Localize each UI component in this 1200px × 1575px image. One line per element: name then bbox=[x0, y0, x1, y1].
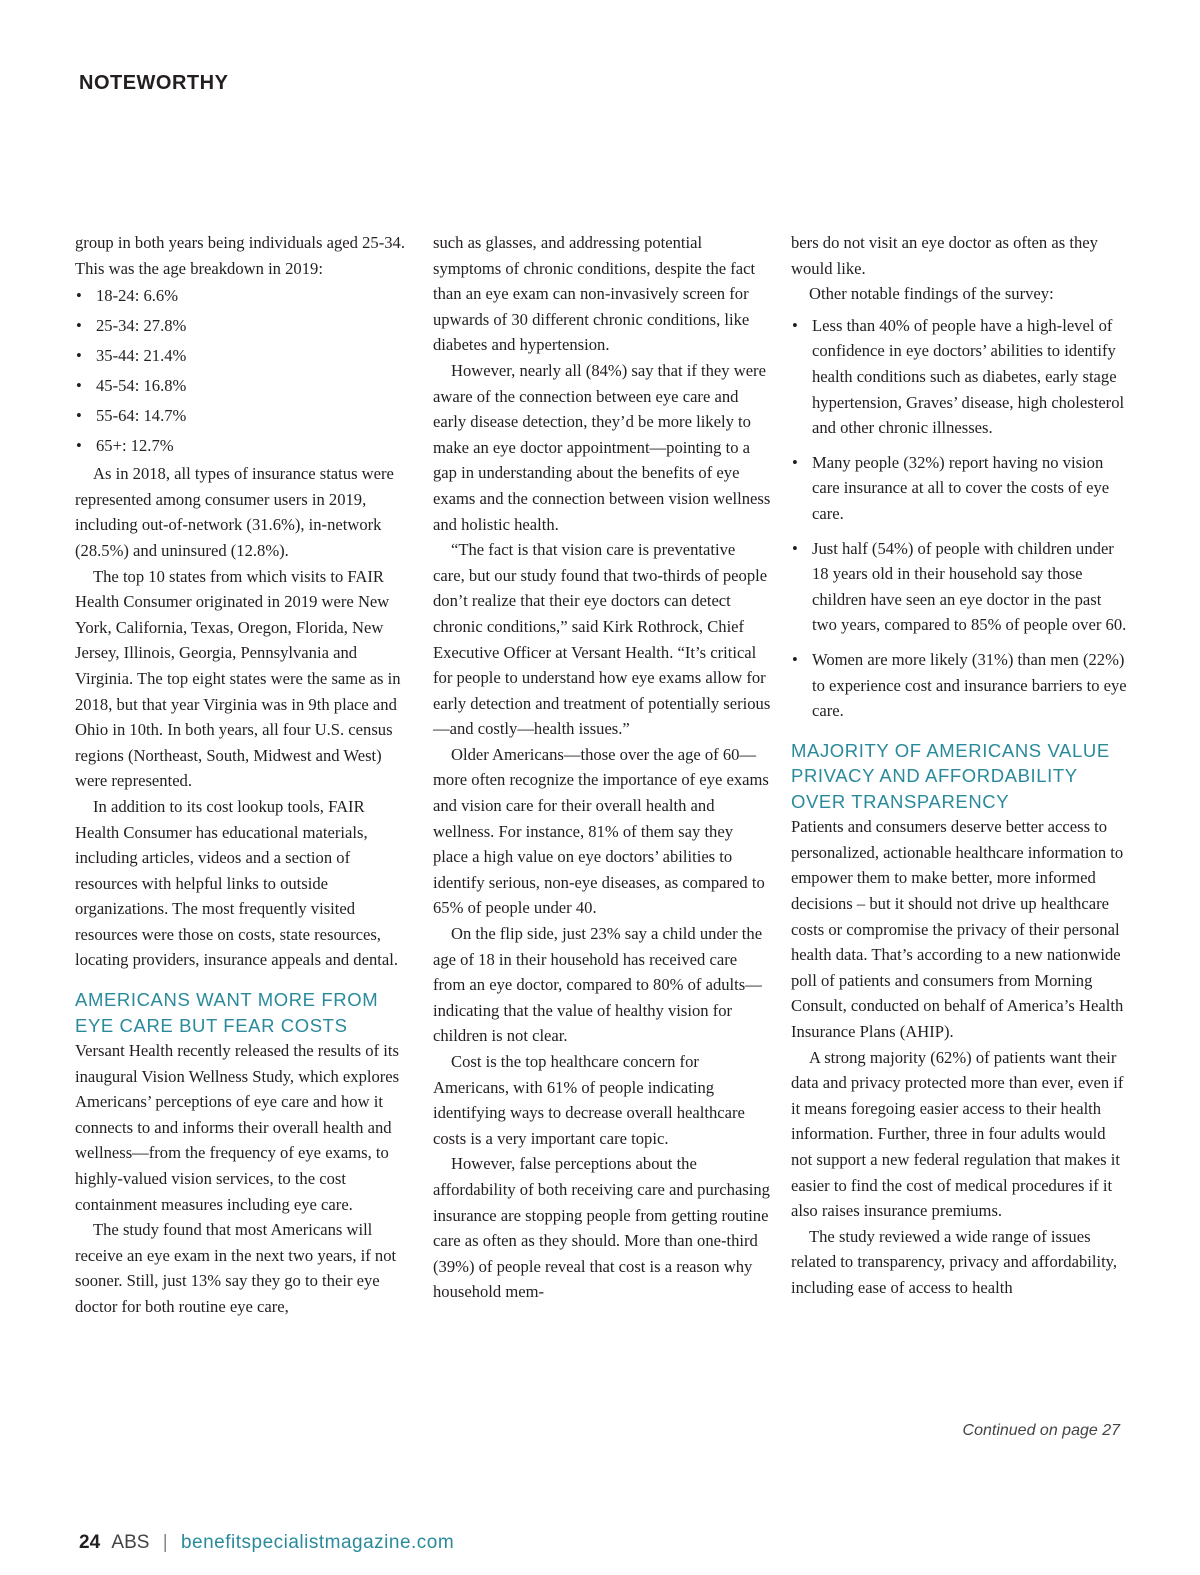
paragraph: As in 2018, all types of insurance status were represented among consumer users in 2019, including out-of-network (31.6%), in-network (28.5%) and uninsured (12.8%). bbox=[75, 464, 394, 560]
paragraph: Cost is the top healthcare concern for Americans, with 61% of people indicating identifying ways to decrease overall healthcare costs is a very important care topic. bbox=[433, 1052, 745, 1148]
bullet-icon: • bbox=[76, 346, 82, 366]
bullet-icon: • bbox=[76, 286, 82, 306]
bullet-icon: • bbox=[76, 406, 82, 426]
list-item: • Women are more likely (31%) than men (22%) to experience cost and insurance barriers to eye care. bbox=[791, 647, 1129, 724]
paragraph: However, false perceptions about the affordability of both receiving care and purchasing insurance are stopping people from getting routine care as often as they should. More than one-third (39%) of people reveal that cost is a reason why household mem- bbox=[433, 1154, 770, 1302]
bullet-icon: • bbox=[792, 538, 798, 558]
bullet-icon: • bbox=[76, 316, 82, 336]
article-column-3 bbox=[791, 230, 1129, 1300]
list-item: • 18-24: 6.6% bbox=[75, 281, 413, 311]
paragraph: The study found that most Americans will receive an eye exam in the next two years, if not sooner. Still, just 13% say they go to their eye doctor for both routine eye care, bbox=[75, 1220, 397, 1316]
paragraph: However, nearly all (84%) say that if they were aware of the connection between eye care and early disease detection, they’d be more likely to make an eye doctor appointment—pointing to a gap in understanding about the benefits of eye exams and the connection between vision wellness and holistic health. bbox=[433, 360, 771, 534]
article-column-1 bbox=[75, 230, 413, 1320]
list-item: • 45-54: 16.8% bbox=[75, 371, 413, 401]
paragraph: A strong majority (62%) of patients want their data and privacy protected more than ever, even if it means foregoing easier access to their health information. Further, three in four adults would not support a new federal regulation that makes it easier to find the cost of medical procedures if it also raises insurance premiums. bbox=[791, 1047, 1124, 1221]
list-item: • 65+: 12.7% bbox=[75, 431, 413, 461]
paragraph: such as glasses, and addressing potential symptoms of chronic conditions, despite the fact than an eye exam can non-invasively screen for upwards of 30 different chronic conditions, like diabetes and hypertension. bbox=[433, 233, 756, 355]
bullet-icon: • bbox=[792, 649, 798, 669]
page-number: 24 bbox=[79, 1532, 101, 1553]
list-item: • 25-34: 27.8% bbox=[75, 311, 413, 341]
list-item: • 55-64: 14.7% bbox=[75, 401, 413, 431]
subheading: AMERICANS WANT MORE FROM EYE CARE BUT FEAR COSTS bbox=[75, 989, 379, 1036]
list-item: • Less than 40% of people have a high-level of confidence in eye doctors’ abilities to identify health conditions such as diabetes, early stage hypertension, Graves’ disease, high cholesterol and other chronic illnesses. bbox=[791, 313, 1129, 441]
findings-list bbox=[791, 313, 1129, 724]
magazine-url[interactable]: benefitspecialistmagazine.com bbox=[180, 1532, 455, 1553]
footer-separator: | bbox=[162, 1532, 168, 1553]
age-breakdown-list bbox=[75, 281, 413, 461]
paragraph: Other notable findings of the survey: bbox=[809, 284, 1054, 304]
paragraph: Versant Health recently released the results of its inaugural Vision Wellness Study, which explores Americans’ perceptions of eye care and how it connects to and informs their overall health and wellness—from the frequency of eye exams, to highly-valued vision services, to the cost containment measures including eye care. bbox=[75, 1041, 400, 1214]
paragraph: On the flip side, just 23% say a child under the age of 18 in their household has received care from an eye doctor, compared to 80% of adults—indicating that the value of healthy vision for children is not clear. bbox=[433, 924, 763, 1046]
bullet-icon: • bbox=[792, 315, 798, 335]
list-item: • 35-44: 21.4% bbox=[75, 341, 413, 371]
list-item: • Many people (32%) report having no vision care insurance at all to cover the costs of eye care. bbox=[791, 450, 1129, 527]
list-item: • Just half (54%) of people with children under 18 years old in their household say those children have seen an eye doctor in the past two years, compared to 85% of people over 60. bbox=[791, 536, 1129, 638]
bullet-icon: • bbox=[76, 436, 82, 456]
subheading: MAJORITY OF AMERICANS VALUE PRIVACY AND AFFORDABILITY OVER TRANSPARENCY bbox=[791, 739, 1110, 812]
page-footer bbox=[79, 1532, 454, 1554]
paragraph: In addition to its cost lookup tools, FAIR Health Consumer has educational materials, including articles, videos and a section of resources with helpful links to outside organizations. The most frequently visited resources were those on costs, state resources, locating providers, insurance appeals and dental. bbox=[75, 796, 399, 970]
bullet-icon: • bbox=[792, 452, 798, 472]
article-column-2 bbox=[433, 230, 771, 1305]
paragraph: bers do not visit an eye doctor as often as they would like. bbox=[791, 233, 1098, 278]
magazine-name: ABS bbox=[111, 1532, 150, 1553]
bullet-icon: • bbox=[76, 376, 82, 396]
paragraph: Patients and consumers deserve better access to personalized, actionable healthcare information to empower them to make better, more informed decisions – but it should not drive up healthcare costs or compromise the privacy of their personal health data. That’s according to a new nationwide poll of patients and consumers from Morning Consult, conducted on behalf of America’s Health Insurance Plans (AHIP). bbox=[791, 817, 1124, 1041]
section-label: NOTEWORTHY bbox=[79, 72, 229, 94]
paragraph: group in both years being individuals aged 25-34. This was the age breakdown in 2019: bbox=[75, 233, 405, 278]
paragraph: Older Americans—those over the age of 60—more often recognize the importance of eye exams and vision care for their overall health and wellness. For instance, 81% of them say they place a high value on eye doctors’ abilities to identify serious, non-eye diseases, as compared to 65% of people under 40. bbox=[433, 744, 769, 918]
paragraph: “The fact is that vision care is preventative care, but our study found that two-thirds of people don’t realize that their eye doctors can detect chronic conditions,” said Kirk Rothrock, Chief Executive Officer at Versant Health. “It’s critical for people to understand how eye exams allow for early detection and treatment of potentially serious—and costly—health issues.” bbox=[433, 540, 771, 739]
paragraph: The top 10 states from which visits to FAIR Health Consumer originated in 2019 were New York, California, Texas, Oregon, Florida, New Jersey, Illinois, Georgia, Pennsylvania and Virginia. The top eight states were the same as in 2018, but that year Virginia was in 9th place and Ohio in 10th. In both years, all four U.S. census regions (Northeast, South, Midwest and West) were represented. bbox=[75, 566, 401, 791]
paragraph: The study reviewed a wide range of issues related to transparency, privacy and affordability, including ease of access to health bbox=[791, 1226, 1118, 1297]
continued-note: Continued on page 27 bbox=[962, 1422, 1120, 1439]
